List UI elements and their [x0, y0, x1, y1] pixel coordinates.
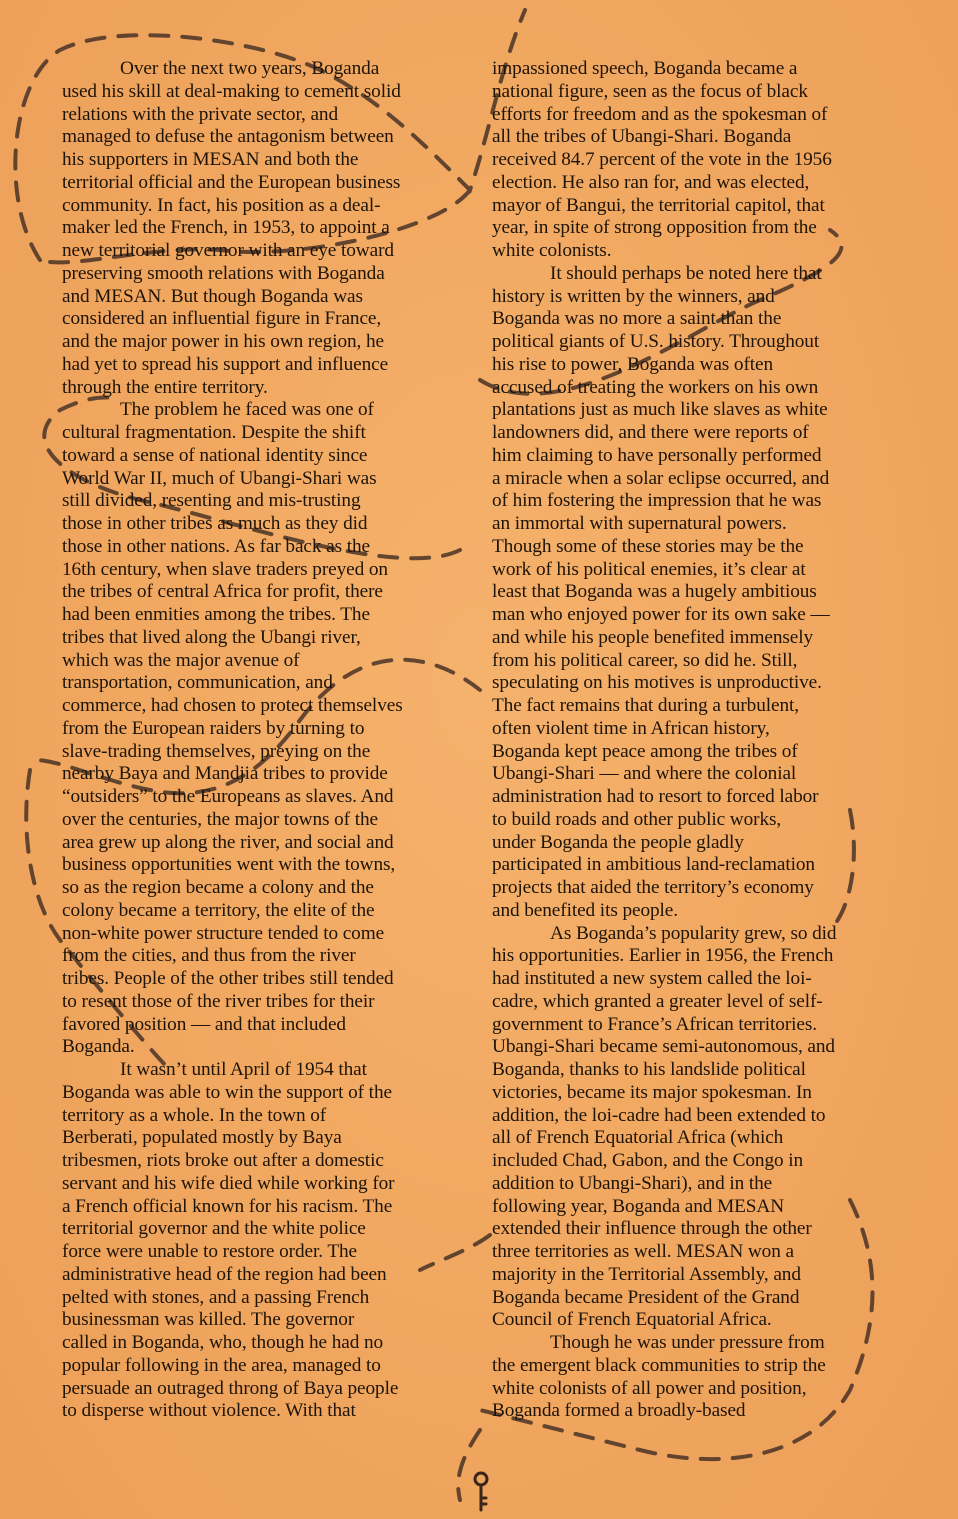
text-line: favored position — and that included — [62, 1013, 346, 1035]
text-line: those in other tribes as much as they did — [62, 513, 368, 534]
text-line: white colonists. — [492, 240, 612, 261]
text-line: over the centuries, the major towns of the — [62, 808, 378, 830]
text-line: addition to Ubangi-Shari), and in the — [492, 1172, 773, 1194]
text-line: those in other nations. As far back as the — [62, 535, 370, 557]
text-line: and benefited its people. — [492, 899, 678, 921]
text-line: included Chad, Gabon, and the Congo in — [492, 1150, 804, 1171]
text-line: “outsiders” to the Europeans as slaves. And — [62, 786, 394, 807]
text-line: work of his political enemies, it’s clear at — [492, 558, 806, 580]
paragraph — [492, 263, 912, 923]
text-line: Boganda was able to win the support of the — [62, 1081, 392, 1103]
text-line: transportation, communication, and — [62, 672, 333, 694]
text-line: preserving smooth relations with Boganda — [62, 262, 385, 284]
text-line: World War II, much of Ubangi-Shari was — [62, 467, 377, 489]
text-line: Over the next two years, Boganda — [120, 58, 380, 79]
text-line: force were unable to restore order. The — [62, 1241, 357, 1262]
text-line: from his political career, so did he. Still, — [492, 649, 798, 671]
text-line: new territorial governor with an eye toward — [62, 240, 394, 261]
text-line: nearby Baya and Mandjia tribes to provide — [62, 763, 388, 785]
text-line: pelted with stones, and a passing French — [62, 1286, 370, 1308]
text-line: As Boganda’s popularity grew, so did — [550, 922, 837, 944]
text-line: a French official known for his racism. The — [62, 1195, 393, 1217]
text-line: popular following in the area, managed to — [62, 1354, 381, 1376]
text-line: Boganda. — [62, 1036, 135, 1058]
text-line: man who enjoyed power for its own sake — — [492, 604, 830, 625]
text-line: community. In fact, his position as a deal- — [62, 194, 381, 216]
text-line: territorial official and the European business — [62, 171, 401, 193]
text-line: cadre, which granted a greater level of self- — [492, 990, 823, 1012]
text-line: of him fostering the impression that he was — [492, 490, 822, 512]
text-line: all the tribes of Ubangi-Shari. Boganda — [492, 126, 792, 148]
text-line: servant and his wife died while working for — [62, 1172, 395, 1194]
text-line: projects that aided the territory’s economy — [492, 877, 814, 898]
text-line: to build roads and other public works, — [492, 808, 782, 830]
text-line: considered an influential figure in France, — [62, 308, 382, 330]
text-line: maker led the French, in 1953, to appoint a — [62, 217, 390, 239]
text-line: following year, Boganda and MESAN — [492, 1195, 785, 1217]
text-line: from the cities, and thus from the river — [62, 945, 356, 967]
text-line: Though some of these stories may be the — [492, 535, 804, 557]
text-line: non-white power structure tended to come — [62, 922, 385, 944]
text-line: his opportunities. Earlier in 1956, the French — [492, 945, 834, 967]
text-line: had instituted a new system called the loi- — [492, 968, 812, 989]
paragraph — [62, 58, 480, 399]
text-line: which was the major avenue of — [62, 649, 300, 671]
text-line: toward a sense of national identity since — [62, 444, 368, 466]
text-line: area grew up along the river, and social and — [62, 831, 394, 853]
text-line: extended their influence through the other — [492, 1218, 812, 1240]
text-line: through the entire territory. — [62, 376, 268, 398]
text-line: the tribes of central Africa for profit, there — [62, 581, 383, 603]
text-line: Ubangi-Shari — and where the colonial — [492, 763, 797, 785]
text-line: Boganda became President of the Grand — [492, 1286, 800, 1308]
text-line: white colonists of all power and position, — [492, 1377, 807, 1399]
key-icon — [470, 1470, 492, 1514]
text-line: speculating on his motives is unproductive. — [492, 672, 822, 694]
text-line: tribes. People of the other tribes still tended — [62, 968, 394, 989]
text-line: administration had to resort to forced labor — [492, 786, 819, 807]
text-line: year, in spite of strong opposition from the — [492, 217, 817, 239]
text-line: had been enmities among the tribes. The — [62, 604, 370, 625]
text-line: from the European raiders by turning to — [62, 717, 365, 739]
text-line: least that Boganda was a hugely ambitious — [492, 581, 817, 603]
paragraph — [62, 399, 480, 1059]
text-line: Boganda kept peace among the tribes of — [492, 740, 798, 762]
paragraph — [62, 1059, 480, 1423]
text-line: businessman was killed. The governor — [62, 1309, 355, 1331]
text-line: called in Boganda, who, though he had no — [62, 1332, 384, 1353]
text-line: The fact remains that during a turbulent, — [492, 695, 799, 716]
text-line: national figure, seen as the focus of black — [492, 80, 808, 102]
text-line: Boganda, thanks to his landslide political — [492, 1059, 806, 1080]
text-line: his rise to power, Boganda was often — [492, 353, 774, 375]
text-line: victories, became its major spokesman. In — [492, 1081, 812, 1103]
text-line: Though he was under pressure from — [550, 1332, 825, 1353]
text-line: The problem he faced was one of — [120, 399, 374, 421]
text-line: the emergent black communities to strip the — [492, 1354, 826, 1376]
text-line: It should perhaps be noted here that — [550, 262, 822, 284]
left-text-column — [62, 58, 480, 1423]
text-line: history is written by the winners, and — [492, 285, 775, 307]
text-line: had yet to spread his support and influence — [62, 353, 389, 375]
text-line: cultural fragmentation. Despite the shift — [62, 422, 366, 443]
paragraph — [492, 58, 912, 263]
text-line: to disperse without violence. With that — [62, 1400, 356, 1422]
text-line: mayor of Bangui, the territorial capitol, that — [492, 194, 825, 216]
text-line: It wasn’t until April of 1954 that — [120, 1059, 367, 1080]
text-line: tribesmen, riots broke out after a domestic — [62, 1150, 384, 1171]
text-line: efforts for freedom and as the spokesman of — [492, 103, 828, 125]
text-line: slave-trading themselves, preying on the — [62, 740, 371, 762]
text-line: often violent time in African history, — [492, 717, 770, 739]
text-line: and while his people benefited immensely — [492, 626, 814, 648]
text-line: and the major power in his own region, he — [62, 331, 384, 352]
text-line: and MESAN. But though Boganda was — [62, 285, 363, 307]
text-line: territory as a whole. In the town of — [62, 1104, 327, 1126]
text-line: colony became a territory, the elite of the — [62, 899, 375, 921]
paragraph — [492, 923, 912, 1333]
text-line: still divided, resenting and mis-trusting — [62, 490, 361, 512]
text-line: relations with the private sector, and — [62, 103, 338, 125]
text-line: Council of French Equatorial Africa. — [492, 1309, 772, 1331]
text-line: an immortal with supernatural powers. — [492, 513, 787, 534]
text-line: received 84.7 percent of the vote in the 1956 — [492, 149, 832, 170]
text-line: used his skill at deal-making to cement solid — [62, 80, 401, 102]
text-line: political giants of U.S. history. Throughout — [492, 331, 820, 352]
text-line: under Boganda the people gladly — [492, 831, 744, 853]
text-line: so as the region became a colony and the — [62, 877, 374, 898]
text-line: Berberati, populated mostly by Baya — [62, 1127, 342, 1149]
text-line: managed to defuse the antagonism between — [62, 126, 394, 148]
paragraph — [492, 1332, 912, 1423]
text-line: tribes that lived along the Ubangi river, — [62, 626, 361, 648]
text-line: plantations just as much like slaves as white — [492, 399, 828, 421]
text-line: his supporters in MESAN and both the — [62, 149, 359, 170]
text-line: government to France’s African territories. — [492, 1013, 817, 1035]
right-text-column — [492, 58, 912, 1423]
text-line: majority in the Territorial Assembly, and — [492, 1263, 801, 1285]
text-line: administrative head of the region had been — [62, 1263, 387, 1285]
text-line: accused of treating the workers on his own — [492, 376, 819, 398]
text-line: to resent those of the river tribes for their — [62, 990, 375, 1012]
text-line: election. He also ran for, and was elected, — [492, 171, 810, 193]
text-line: addition, the loi-cadre had been extended to — [492, 1104, 826, 1126]
text-line: participated in ambitious land-reclamation — [492, 854, 815, 876]
text-line: commerce, had chosen to protect themselves — [62, 695, 403, 716]
text-line: Boganda was no more a saint than the — [492, 308, 782, 330]
text-line: business opportunities went with the towns, — [62, 854, 396, 876]
text-line: Ubangi-Shari became semi-autonomous, and — [492, 1036, 835, 1058]
text-line: territorial governor and the white police — [62, 1218, 366, 1240]
text-line: persuade an outraged throng of Baya people — [62, 1377, 399, 1399]
text-line: impassioned speech, Boganda became a — [492, 58, 798, 79]
text-line: three territories as well. MESAN won a — [492, 1241, 794, 1262]
text-line: landowners did, and there were reports of — [492, 422, 809, 443]
text-line: 16th century, when slave traders preyed on — [62, 558, 388, 580]
text-line: all of French Equatorial Africa (which — [492, 1127, 784, 1149]
text-line: him claiming to have personally performed — [492, 444, 822, 466]
text-line: a miracle when a solar eclipse occurred, and — [492, 467, 830, 489]
text-line: Boganda formed a broadly-based — [492, 1400, 746, 1422]
